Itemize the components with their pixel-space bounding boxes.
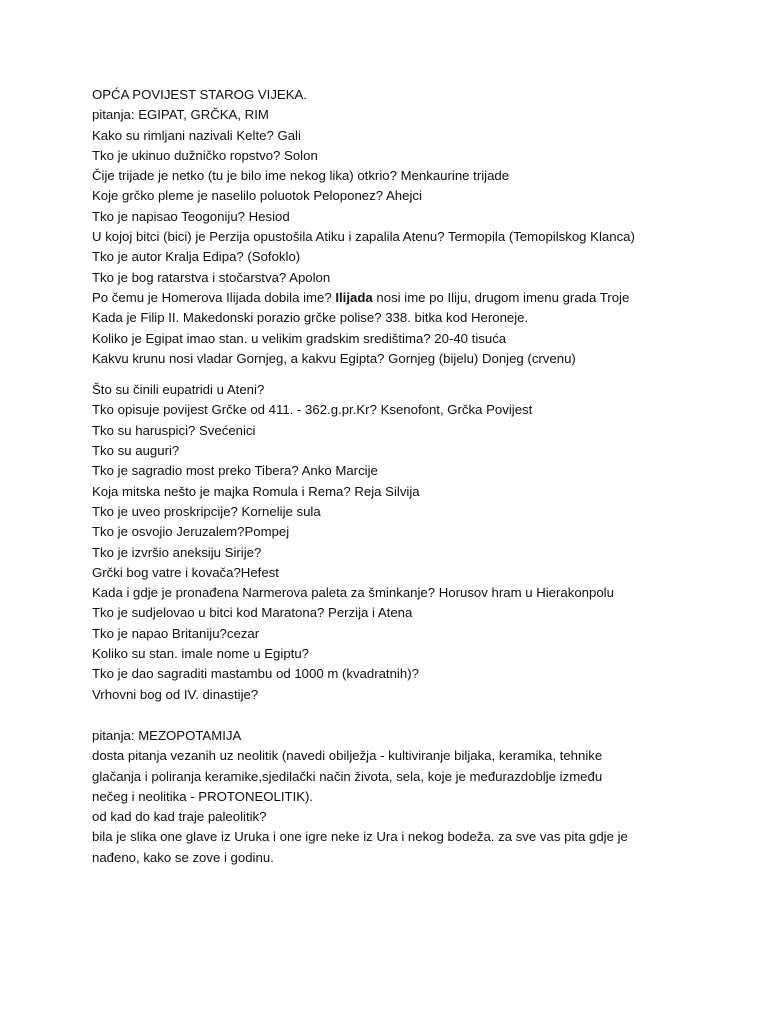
question-line: nečeg i neolitika - PROTONEOLITIK). (92, 788, 314, 804)
question-line: Tko je sagradio most preko Tibera? Anko Marcije (92, 463, 378, 479)
question-line: dosta pitanja vezanih uz neolitik (navedi obilježja - kultiviranje biljaka, keramika, tehnike (92, 748, 603, 764)
question-line: Tko je izvršio aneksiju Sirije? (92, 544, 262, 560)
question-line: Kakvu krunu nosi vladar Gornjeg, a kakvu Egipta? Gornjeg (bijelu) Donjeg (crvenu) (92, 350, 576, 366)
iliad-answer-text: nosi ime po Iliju, drugom imenu grada Troje (372, 289, 630, 305)
question-line: Tko je autor Kralja Edipa? (Sofoklo) (92, 249, 301, 265)
iliad-question-text: Po čemu je Homerova Ilijada dobila ime? (92, 289, 336, 305)
question-line: Vrhovni bog od IV. dinastije? (92, 686, 259, 702)
question-line: glačanja i poliranja keramike,sjedilački način života, sela, koje je međurazdoblje između (92, 768, 603, 784)
question-line-iliad (92, 288, 732, 308)
question-line: Tko je ukinuo dužničko ropstvo? Solon (92, 147, 318, 163)
question-line: Tko su auguri? (92, 443, 180, 459)
question-line: od kad do kad traje paleolitik? (92, 809, 267, 825)
question-line: Što su činili eupatridi u Ateni? (92, 382, 265, 398)
question-line: Tko je uveo proskripcije? Kornelije sula (92, 503, 321, 519)
question-line: Kako su rimljani nazivali Kelte? Gali (92, 127, 301, 143)
question-line: Koliko su stan. imale nome u Egiptu? (92, 646, 309, 662)
question-line: Koja mitska nešto je majka Romula i Rema? Reja Silvija (92, 483, 420, 499)
section-heading-mezopotamija: pitanja: MEZOPOTAMIJA (92, 727, 242, 743)
question-line: Tko je bog ratarstva i stočarstva? Apolon (92, 269, 331, 285)
question-line: Grčki bog vatre i kovača?Hefest (92, 564, 279, 580)
document-title: OPĆA POVIJEST STAROG VIJEKA. (92, 87, 307, 102)
question-line: Tko su haruspici? Svećenici (92, 422, 256, 438)
section-heading-egipat-grcka-rim: pitanja: EGIPAT, GRČKA, RIM (92, 107, 269, 123)
question-line: Koje grčko pleme je naselilo poluotok Peloponez? Ahejci (92, 188, 422, 204)
question-line: Tko opisuje povijest Grčke od 411. - 362.g.pr.Kr? Ksenofont, Grčka Povijest (92, 402, 533, 418)
question-line: Tko je osvojio Jeruzalem?Pompej (92, 524, 290, 540)
question-line: Kada je Filip II. Makedonski porazio grčke polise? 338. bitka kod Heroneje. (92, 310, 529, 326)
question-line: Kada i gdje je pronađena Narmerova paleta za šminkanje? Horusov hram u Hierakonpolu (92, 585, 614, 601)
question-line: Koliko je Egipat imao stan. u velikim gradskim središtima? 20-40 tisuća (92, 330, 507, 346)
iliad-bold-word: Ilijada (335, 289, 373, 305)
paragraph-gap (92, 705, 732, 726)
question-line: U kojoj bitci (bici) je Perzija opustošila Atiku i zapalila Atenu? Termopila (Temopilskog Klanca) (92, 229, 635, 245)
question-line: Tko je dao sagraditi mastambu od 1000 m (kvadratnih)? (92, 666, 419, 682)
paragraph-gap (92, 369, 732, 380)
question-line: Tko je napisao Teogoniju? Hesiod (92, 208, 290, 224)
question-line: bila je slika one glave iz Uruka i one igre neke iz Ura i nekog bodeža. za sve vas pita gdje je (92, 829, 628, 845)
document-page (92, 85, 732, 868)
question-line: nađeno, kako se zove i godinu. (92, 849, 274, 865)
question-line: Tko je napao Britaniju?cezar (92, 625, 260, 641)
question-line: Tko je sudjelovao u bitci kod Maratona? Perzija i Atena (92, 605, 413, 621)
question-line: Čije trijade je netko (tu je bilo ime nekog lika) otkrio? Menkaurine trijade (92, 168, 510, 184)
